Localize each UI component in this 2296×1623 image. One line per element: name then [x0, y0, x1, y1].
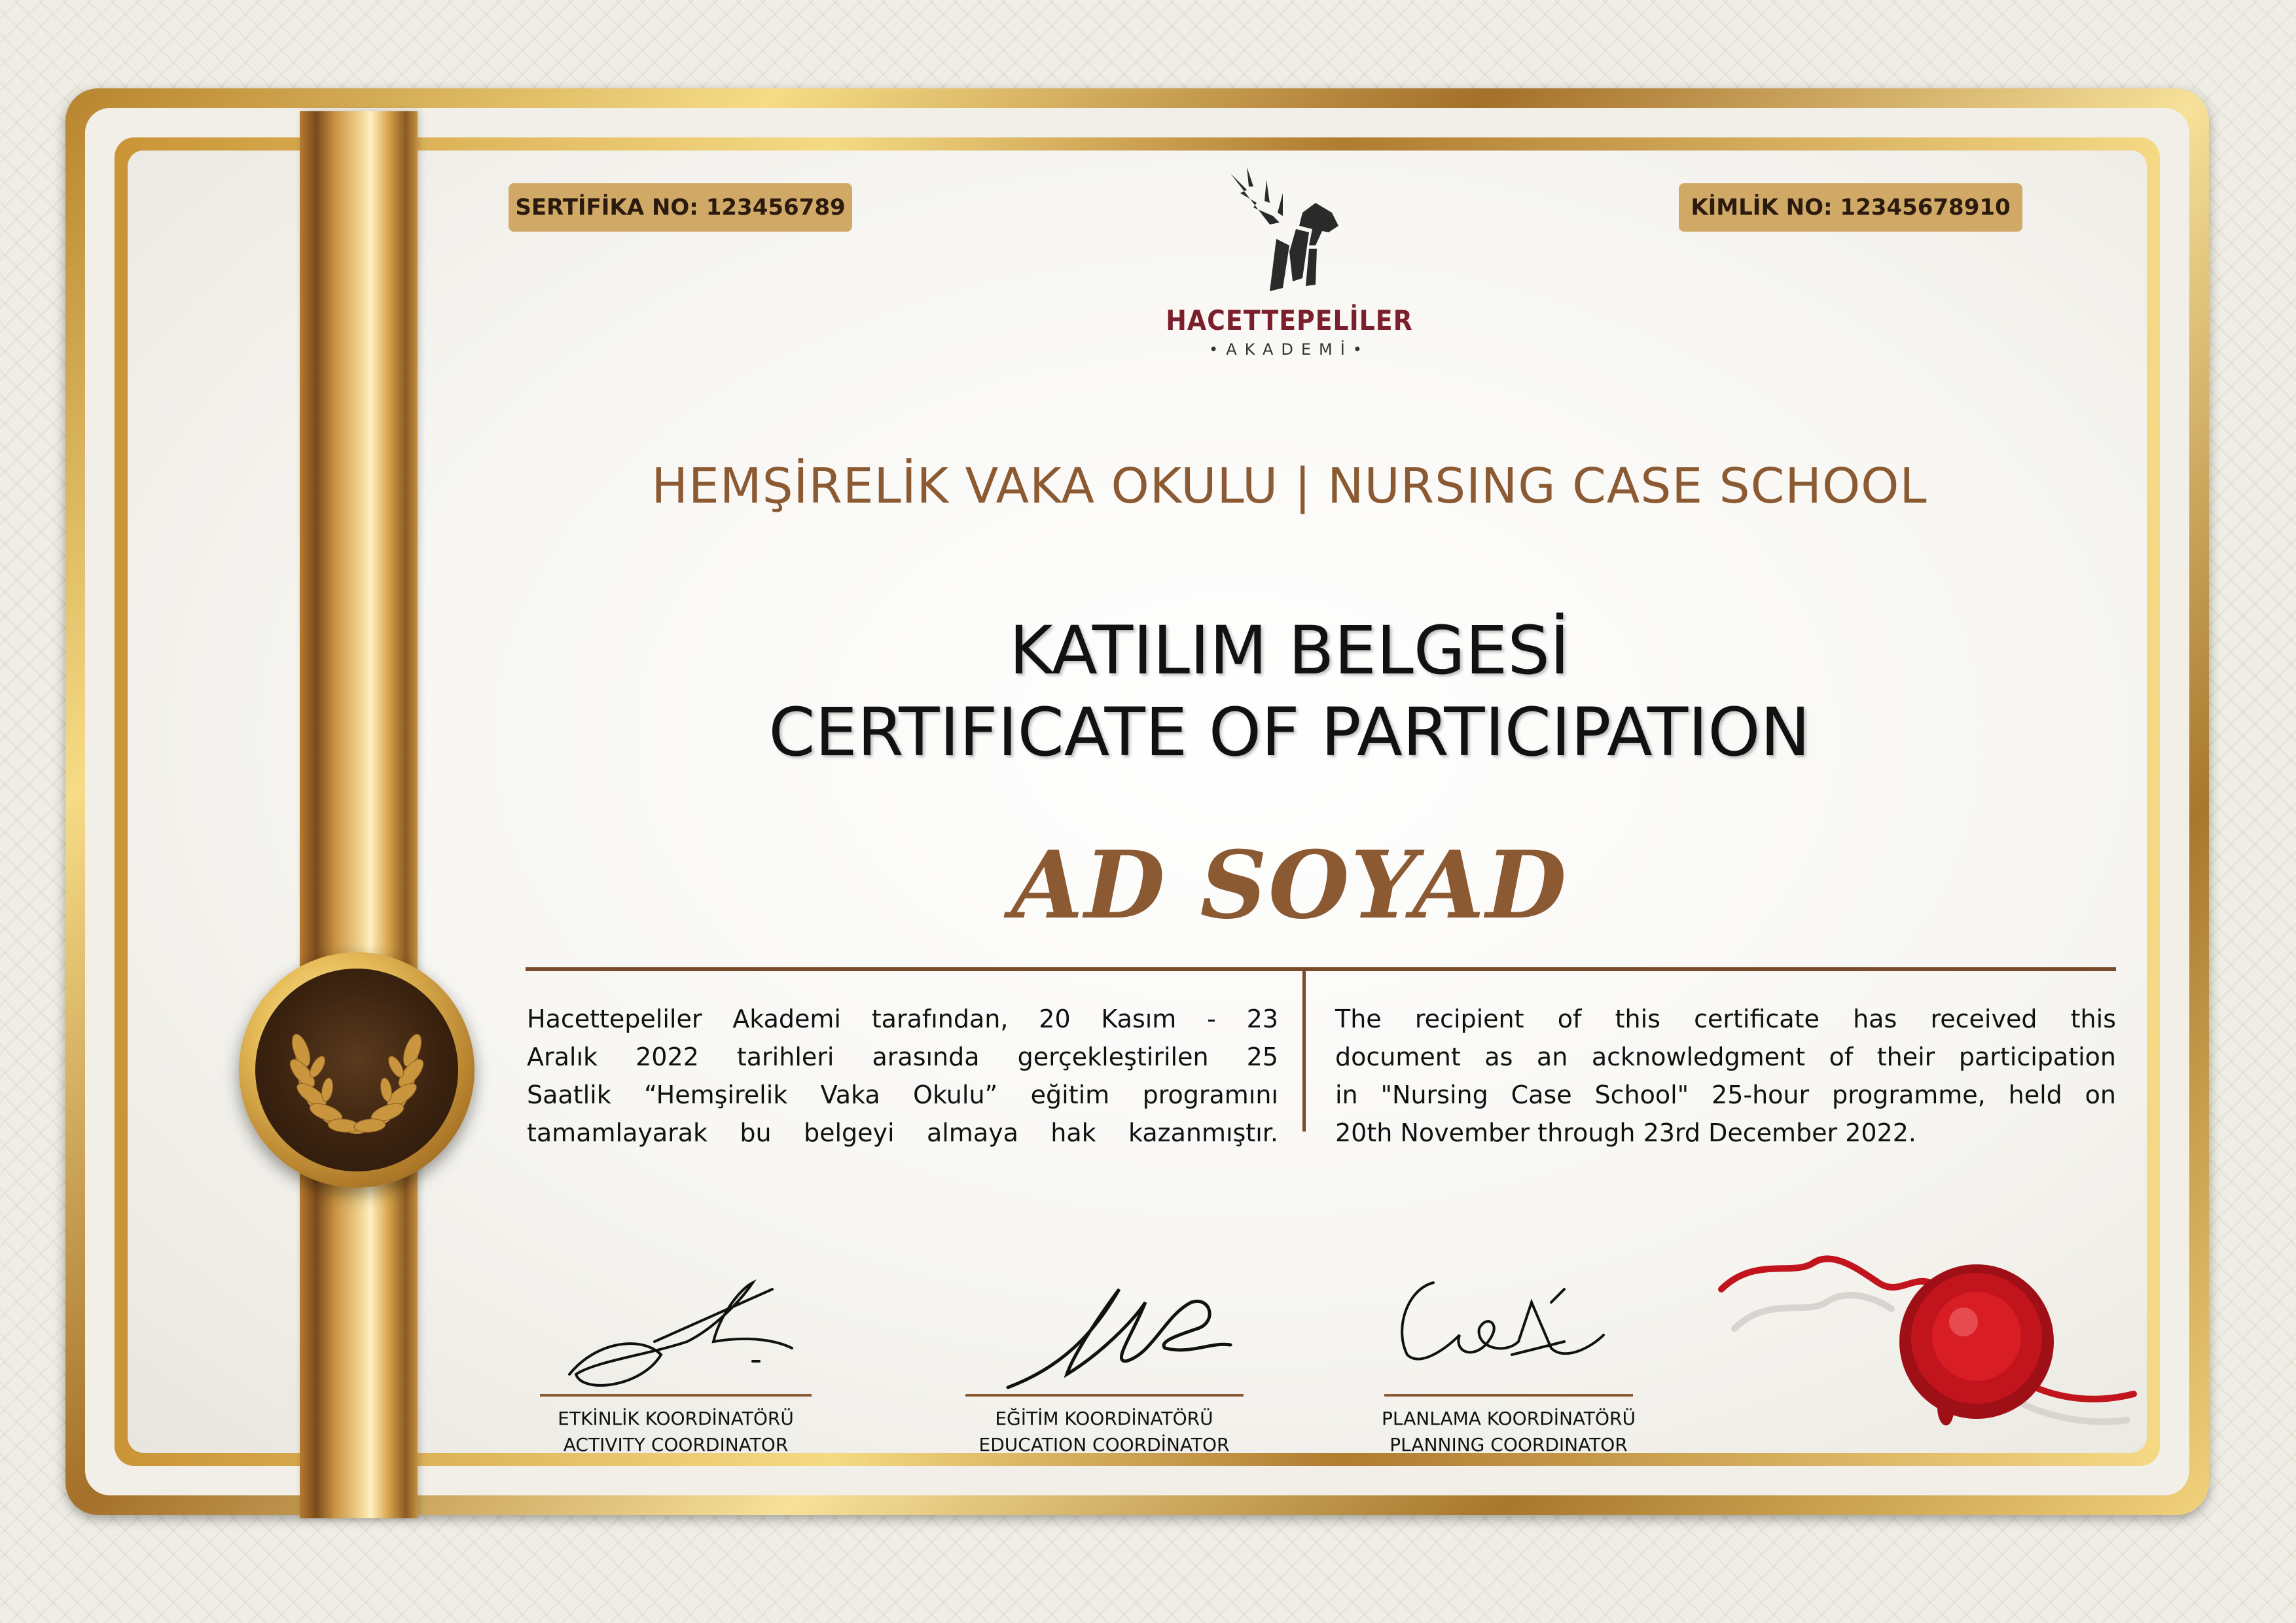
identity-number-badge: KİMLİK NO: 12345678910: [1679, 183, 2022, 232]
turkish-text-line: Aralık 2022 tarihleri arasında gerçekleştirilen 25: [527, 1043, 1278, 1071]
signature-line: [540, 1394, 812, 1397]
gold-ribbon: [300, 111, 418, 1518]
signature-line: [965, 1394, 1244, 1397]
certificate-number-badge: SERTİFİKA NO: 123456789: [509, 183, 852, 232]
activity-coordinator-signature: [556, 1263, 818, 1400]
logo-subtitle: •AKADEMİ•: [1209, 340, 1370, 359]
english-text-line: The recipient of this certificate has received this: [1335, 1005, 2116, 1033]
planning-coordinator-signature: [1381, 1263, 1643, 1400]
deer-head-icon: [1217, 167, 1361, 308]
turkish-text-line: Hacettepeliler Akademi tarafından, 20 Kasım - 23: [527, 1005, 1278, 1033]
signature-title-en: ACTIVITY COORDINATOR: [563, 1434, 789, 1455]
program-title: HEMŞİRELİK VAKA OKULU | NURSING CASE SCHOOL: [651, 458, 1928, 514]
signature-title-en: EDUCATION COORDİNATOR: [978, 1434, 1230, 1455]
certificate-title-en: CERTIFICATE OF PARTICIPATION: [768, 694, 1810, 772]
activity-coordinator-label: [511, 1406, 841, 1458]
signature-title-tr: EĞİTİM KOORDİNATÖRÜ: [995, 1408, 1213, 1429]
signature-title-tr: PLANLAMA KOORDİNATÖRÜ: [1381, 1408, 1636, 1429]
vertical-divider: [1302, 971, 1306, 1132]
planning-coordinator-label: [1345, 1406, 1672, 1458]
english-text-line: document as an acknowledgment of their participation: [1335, 1043, 2116, 1071]
red-wax-seal-icon: [1715, 1230, 2140, 1446]
certificate-title-tr: KATILIM BELGESİ: [1009, 612, 1570, 690]
education-coordinator-label: [941, 1406, 1268, 1458]
recipient-name: AD SOYAD: [1011, 831, 1568, 940]
turkish-text-line: Saatlik “Hemşirelik Vaka Okulu” eğitim programını: [527, 1080, 1278, 1109]
turkish-text-line: tamamlayarak bu belgeyi almaya hak kazanmıştır.: [527, 1118, 1278, 1147]
logo-name: HACETTEPELİLER: [1166, 304, 1413, 336]
signature-title-tr: ETKİNLİK KOORDİNATÖRÜ: [558, 1408, 794, 1429]
horizontal-divider: [526, 967, 2116, 971]
english-text-line: in "Nursing Case School" 25-hour programme, held on: [1335, 1080, 2116, 1109]
signature-title-en: PLANNING COORDINATOR: [1390, 1434, 1628, 1455]
education-coordinator-signature: [995, 1263, 1257, 1400]
english-text-block: [1335, 1000, 2116, 1152]
english-text-line: 20th November through 23rd December 2022.: [1335, 1118, 1916, 1147]
signature-line: [1384, 1394, 1633, 1397]
turkish-text-block: [527, 1000, 1278, 1152]
laurel-wreath-icon: [255, 969, 458, 1171]
